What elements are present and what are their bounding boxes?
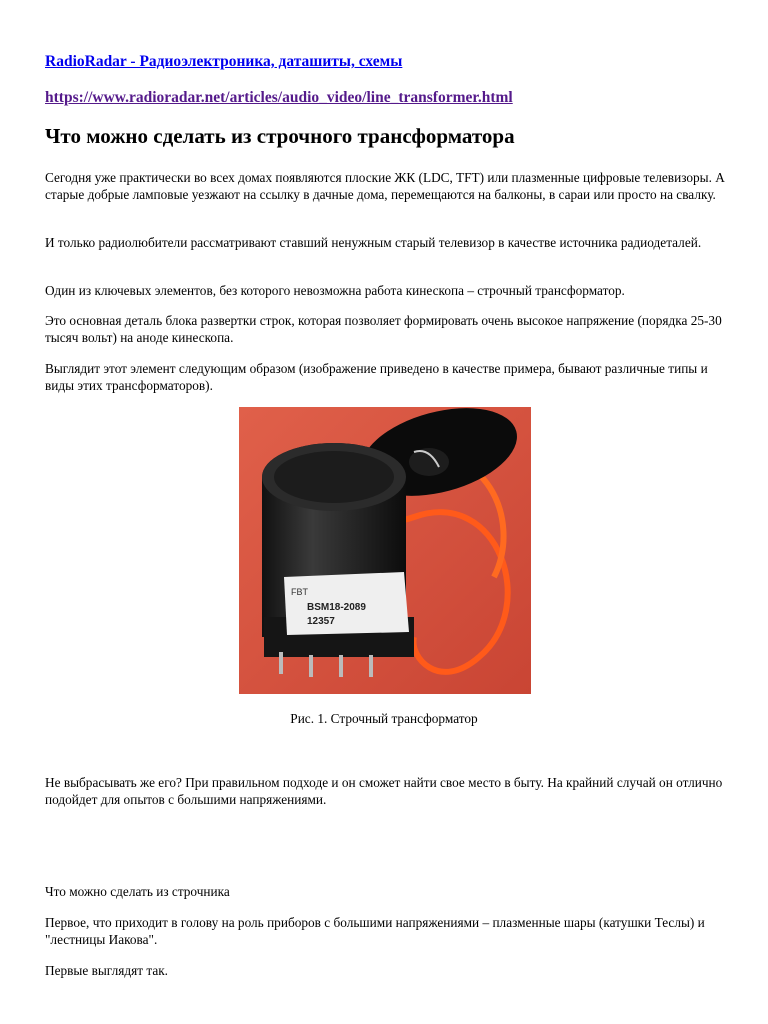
article-title: Что можно сделать из строчного трансформатора xyxy=(45,124,515,148)
transformer-photo xyxy=(239,407,531,694)
label-fbt: FBT xyxy=(291,587,308,597)
paragraph-intro: Сегодня уже практически во всех домах появляются плоские ЖК (LDC, TFT) или плазменные цифровые телевизоры. А старые добрые ламповые уезжают на ссылку в дачные дома, перемещаются на балконы, в сараи или просто на свалку. xyxy=(45,170,725,202)
paragraph-appearance: Выглядит этот элемент следующим образом (изображение приведено в качестве примера, бывают различные типы и виды этих трансформаторов). xyxy=(45,361,708,393)
paragraph-high-voltage: Это основная деталь блока развертки строк, которая позволяет формировать очень высокое напряжение (порядка 25-30 тысяч вольт) на аноде кинескопа. xyxy=(45,313,722,345)
paragraph-plasma-balls: Первое, что приходит в голову на роль приборов с большими напряжениями – плазменные шары (катушки Теслы) и "лестницы Иакова". xyxy=(45,915,705,947)
figure-caption: Рис. 1. Строчный трансформатор xyxy=(290,711,478,726)
site-link[interactable]: RadioRadar - Радиоэлектроника, даташиты, схемы xyxy=(45,53,403,70)
label-number: 12357 xyxy=(307,616,335,627)
label-model: BSM18-2089 xyxy=(307,602,366,613)
paragraph-first-look: Первые выглядят так. xyxy=(45,963,169,978)
article-url-link[interactable]: https://www.radioradar.net/articles/audio_video/line_transformer.html xyxy=(45,89,513,106)
paragraph-dont-throw: Не выбрасывать же его? При правильном подходе и он сможет найти свое место в быту. На крайний случай он отлично подойдет для опытов с большими напряжениями. xyxy=(45,775,723,807)
section-heading-what-to-make: Что можно сделать из строчника xyxy=(45,884,230,899)
paragraph-key-element: Один из ключевых элементов, без которого невозможна работа кинескопа – строчный трансформатор. xyxy=(45,283,625,298)
paragraph-radioamateurs: И только радиолюбители рассматривают ставший ненужным старый телевизор в качестве источника радиодеталей. xyxy=(45,235,702,250)
